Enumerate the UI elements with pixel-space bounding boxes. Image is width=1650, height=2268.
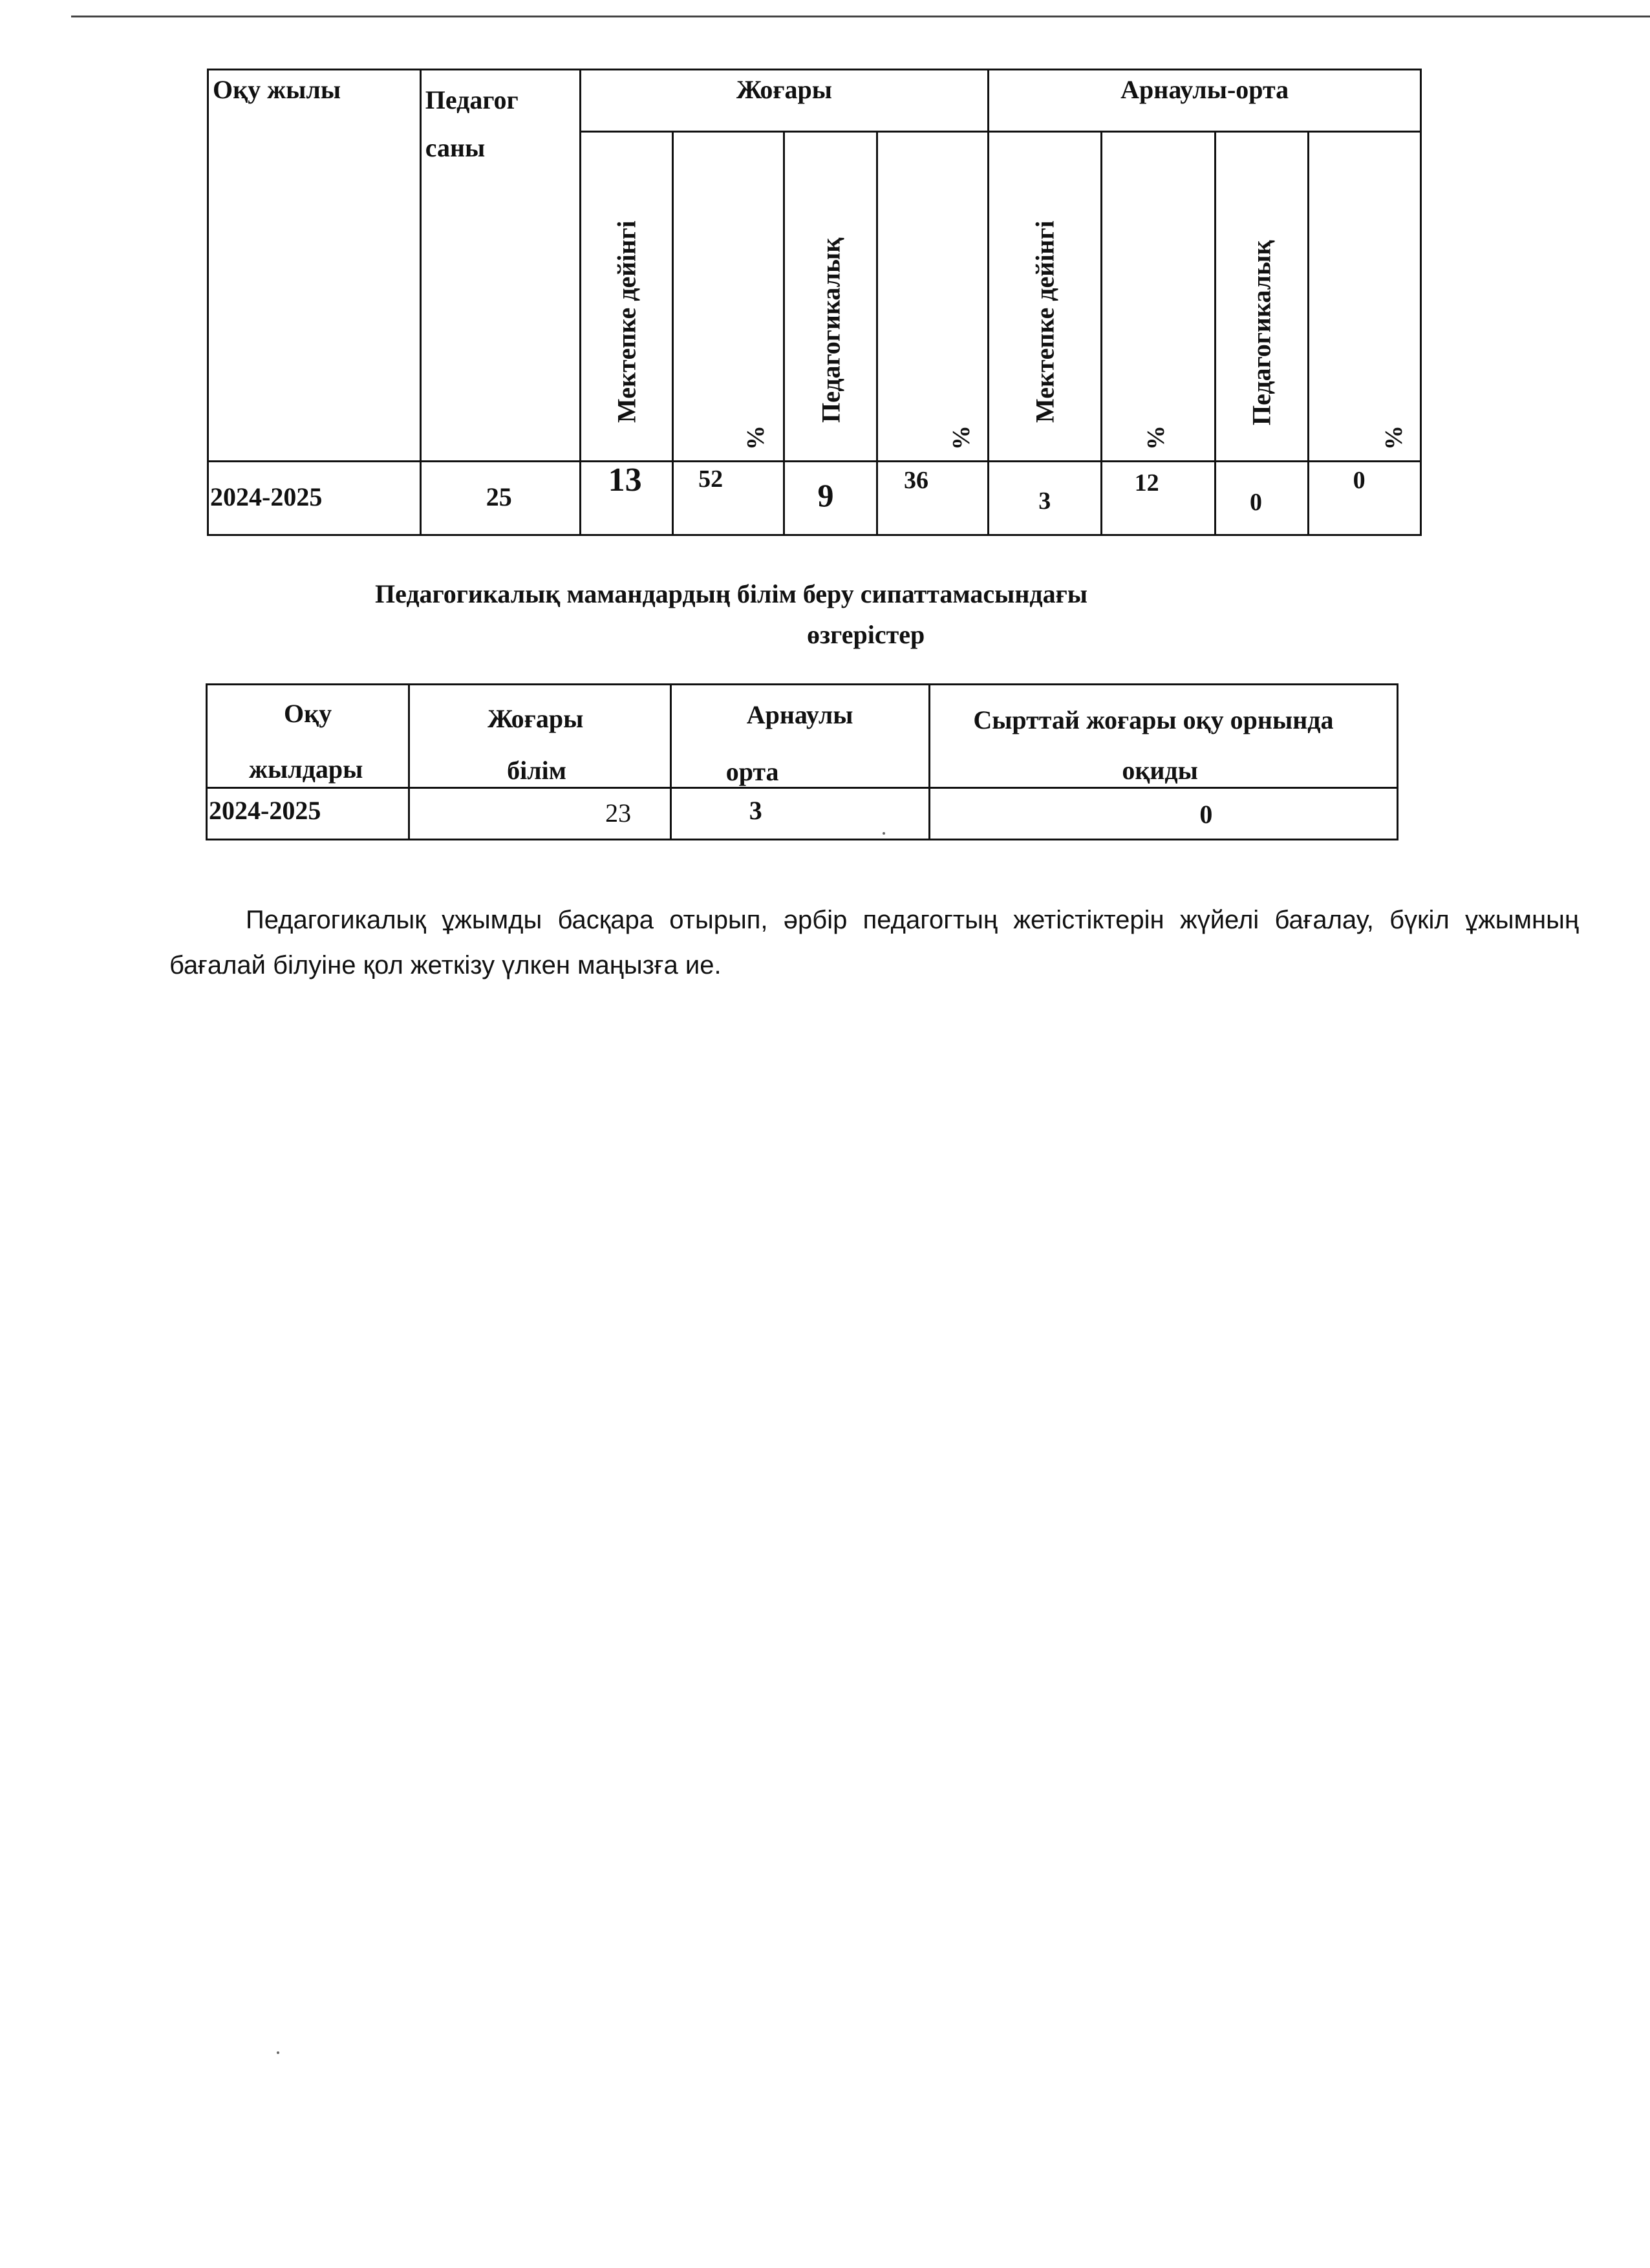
sub-header-cell: [580, 132, 673, 462]
value-cell: 3: [989, 462, 1101, 535]
education-changes-table: [206, 683, 1398, 840]
year-cell: 2024-2025: [207, 788, 409, 840]
body-paragraph: Педагогикалық ұжымды басқара отырып, әрбір педагогтың жетістіктерін жүйелі бағалау, бүкіл ұжымның бағалай білуіне қол жеткізу үлкен маңызға ие.: [169, 906, 1579, 979]
value-cell: 52: [673, 462, 784, 535]
section-title-line2: өзгерістер: [807, 620, 925, 649]
scan-speck: [883, 832, 885, 835]
percent-header: %: [1380, 425, 1408, 450]
teacher-qualification-table: [207, 69, 1422, 536]
percent-header: %: [948, 425, 976, 450]
sub-header-cell: [784, 132, 877, 462]
years-header-cell: Оқу жылдары: [207, 685, 409, 788]
higher-value-cell: 23: [409, 788, 671, 840]
value-cell: 0: [1308, 462, 1420, 535]
percent-header: %: [1142, 425, 1170, 450]
top-rule: [71, 16, 1650, 17]
special-header-cell: Арнаулы орта: [670, 685, 930, 788]
percent-header: %: [742, 425, 770, 450]
year-header: Оқу жылы: [213, 75, 341, 104]
higher-header: Жоғары: [580, 70, 989, 132]
table-row: [207, 788, 1398, 840]
sub-header-cell: [1101, 132, 1215, 462]
value-cell: 0: [1215, 462, 1308, 535]
value-cell: 13: [580, 462, 673, 535]
value-cell: 36: [877, 462, 989, 535]
section-title-line1: Педагогикалық мамандардың білім беру сипаттамасындағы: [374, 579, 1088, 608]
sub-header-cell: [1215, 132, 1308, 462]
sub-header-cell: [1308, 132, 1420, 462]
count-cell: 25: [420, 462, 580, 535]
table-row: [208, 462, 1421, 535]
sub-header-cell: [673, 132, 784, 462]
value-cell: 12: [1101, 462, 1215, 535]
teacher-count-header-line1: Педагог: [425, 85, 519, 114]
sub-header-cell: [989, 132, 1101, 462]
external-header-cell: Сырттай жоғары оқу орнында оқиды: [930, 685, 1398, 788]
special-value-cell: 3: [670, 788, 930, 840]
pedagogical-higher-header: Педагогикалық: [816, 237, 846, 423]
teacher-count-header-cell: [420, 70, 580, 462]
sub-header-cell: [877, 132, 989, 462]
scan-speck: [277, 2051, 279, 2054]
preschool-higher-header: Мектепке дейінгі: [612, 220, 641, 423]
specialized-header: Арнаулы-орта: [989, 70, 1421, 132]
year-header-cell: [208, 70, 421, 462]
preschool-special-header: Мектепке дейінгі: [1030, 220, 1060, 423]
higher-header-cell: Жоғары білім: [409, 685, 671, 788]
external-value-cell: 0: [930, 788, 1398, 840]
value-cell: 9: [784, 462, 877, 535]
year-cell: 2024-2025: [208, 462, 421, 535]
pedagogical-special-header: Педагогикалық: [1247, 240, 1276, 425]
teacher-count-header-line2: саны: [425, 133, 486, 162]
